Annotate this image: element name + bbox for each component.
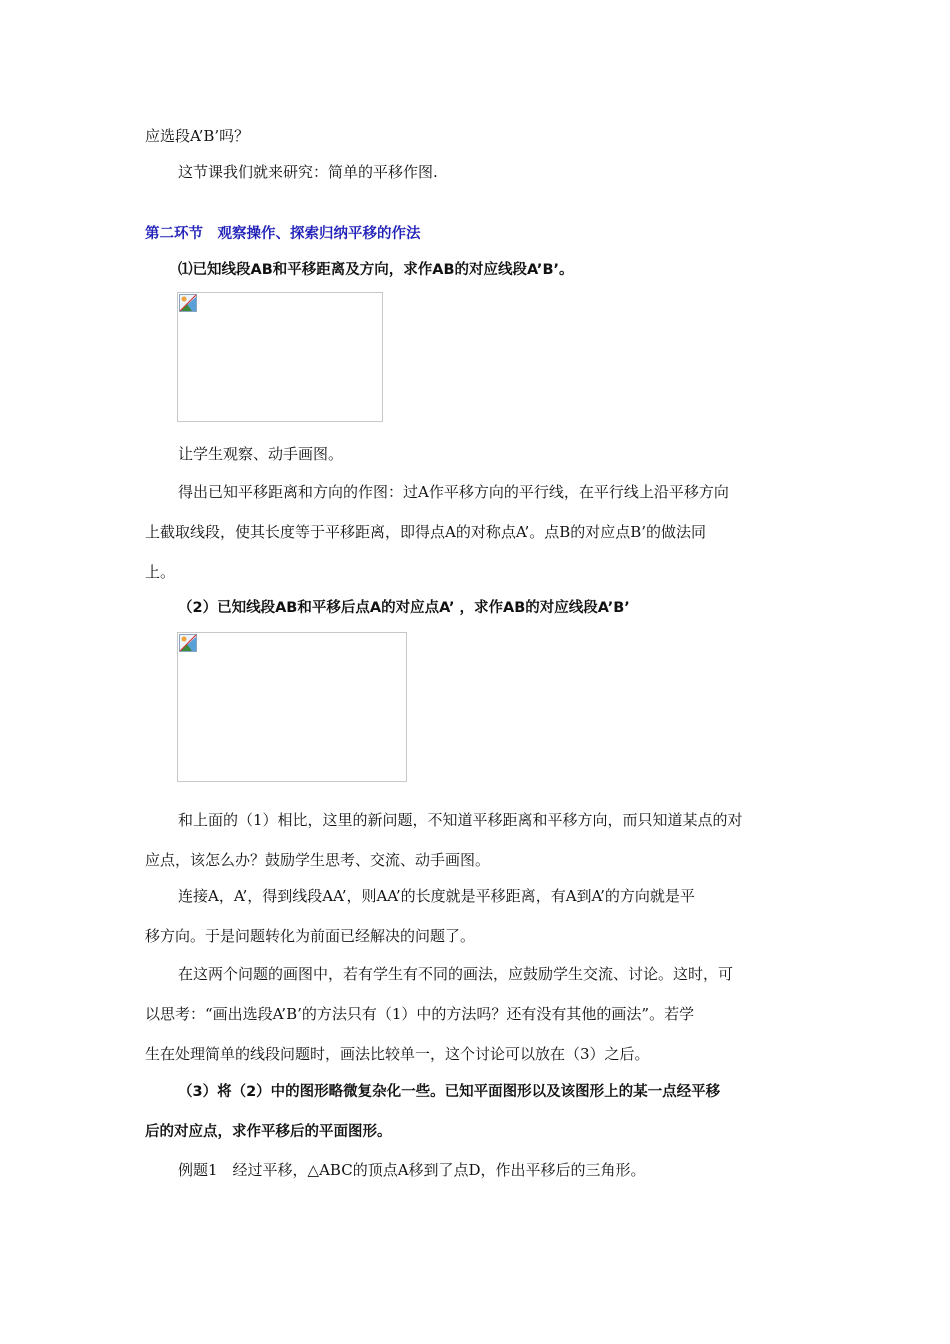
paragraph-line: 上。	[145, 563, 176, 581]
task-2-heading: （2）已知线段AB和平移后点A的对应点A’ ，求作AB的对应线段A’B’	[178, 600, 630, 616]
paragraph-line: 以思考：“画出选段A’B’的方法只有（1）中的方法吗？还有没有其他的画法”。若学	[145, 1005, 695, 1023]
paragraph-line: 上截取线段，使其长度等于平移距离，即得点A的对称点A’。点B的对应点B’的做法同	[145, 523, 707, 541]
paragraph-line: 和上面的（1）相比，这里的新问题，不知道平移距离和平移方向，而只知道某点的对	[178, 811, 743, 829]
section-heading: 第二环节 观察操作、探索归纳平移的作法	[145, 226, 421, 242]
paragraph-line: 移方向。于是问题转化为前面已经解决的问题了。	[145, 927, 476, 945]
paragraph-line: 应点，该怎么办？鼓励学生思考、交流、动手画图。	[145, 851, 491, 869]
task-3-heading: （3）将（2）中的图形略微复杂化一些。已知平面图形以及该图形上的某一点经平移	[178, 1084, 721, 1100]
task-1-heading: ⑴已知线段AB和平移距离及方向，求作AB的对应线段A’B’。	[178, 262, 574, 278]
task-3-heading-cont: 后的对应点，求作平移后的平面图形。	[145, 1124, 392, 1140]
paragraph-line: 生在处理简单的线段问题时，画法比较单一，这个讨论可以放在（3）之后。	[145, 1045, 650, 1063]
example-1: 例题1 经过平移，△ABC的顶点A移到了点D，作出平移后的三角形。	[178, 1161, 646, 1179]
paragraph-line: 在这两个问题的画图中，若有学生有不同的画法，应鼓励学生交流、讨论。这时，可	[178, 965, 734, 983]
paragraph-line: 这节课我们就来研究：简单的平移作图.	[178, 163, 438, 181]
paragraph-line: 让学生观察、动手画图。	[178, 445, 344, 463]
figure-1-placeholder	[177, 292, 383, 422]
broken-image-icon	[179, 634, 197, 652]
paragraph-line: 应选段A’B’吗？	[145, 127, 250, 145]
broken-image-icon	[179, 294, 197, 312]
figure-2-placeholder	[177, 632, 407, 782]
paragraph-line: 得出已知平移距离和方向的作图：过A作平移方向的平行线，在平行线上沿平移方向	[178, 483, 729, 501]
paragraph-line: 连接A，A’，得到线段AA’，则AA’的长度就是平移距离，有A到A’的方向就是平	[178, 887, 695, 905]
